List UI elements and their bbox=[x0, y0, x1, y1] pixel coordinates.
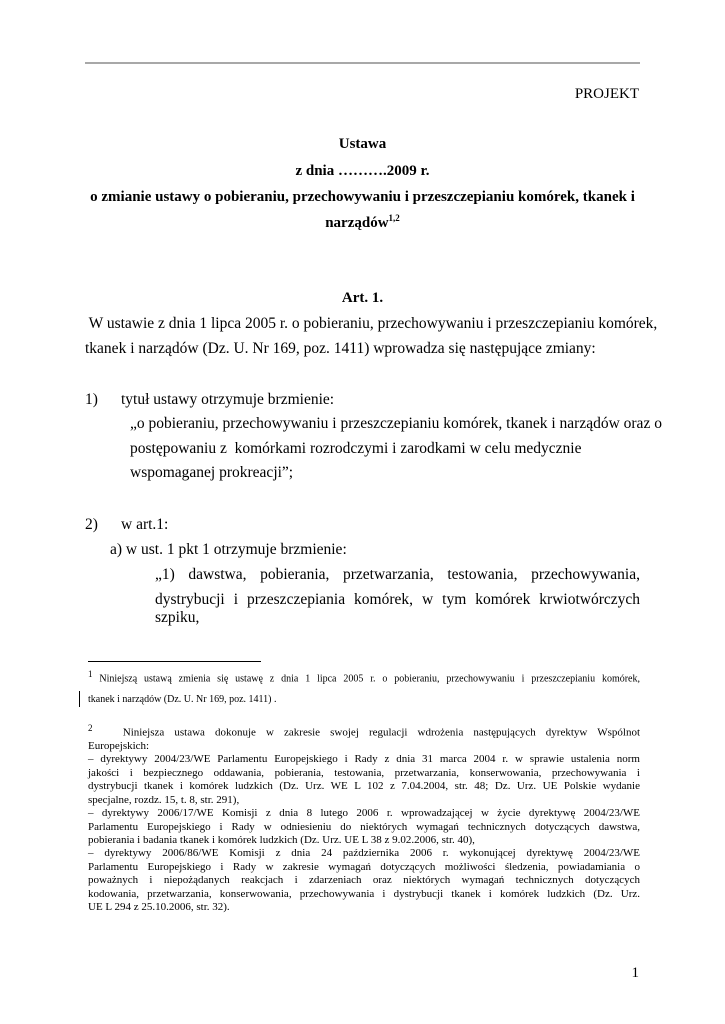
title-date: z dnia ……….2009 r. bbox=[295, 163, 430, 179]
item2a-quote-line1: „1) dawstwa, pobierania, przetwarzania, testowania, przechowywania, bbox=[155, 566, 640, 583]
footnote-2-line: Parlamentu Europejskiego i Rady w zakresie wymagań dotyczących możliwości śledzenia, powiadamiania o bbox=[88, 860, 640, 873]
footnote-2-line: jakości i bezpiecznego oddawania, pobierania, testowania, przetwarzania, konserwowania, przechowywania i bbox=[88, 766, 640, 779]
footnote-2-line: – dyrektywy 2006/17/WE Komisji z dnia 8 lutego 2006 r. wprowadzającej w życie dyrektywę 2004/23/WE bbox=[88, 807, 640, 820]
header-rule bbox=[85, 62, 640, 64]
footnote-2-line: Parlamentu Europejskiego i Rady w odniesieniu do niektórych wymagań technicznych dotyczących dawstwa, bbox=[88, 820, 640, 833]
page-number: 1 bbox=[631, 965, 639, 981]
footnote-2-line bbox=[88, 722, 640, 740]
article-intro-line2: tkanek i narządów (Dz. U. Nr 169, poz. 1411) wprowadza się następujące zmiany: bbox=[85, 340, 596, 357]
title-subject-end bbox=[85, 213, 640, 232]
item1-quote-line3: wspomaganej prokreacji”; bbox=[130, 464, 294, 481]
footnote-1-line2: tkanek i narządów (Dz. U. Nr 169, poz. 1411) . bbox=[88, 694, 277, 705]
title-subject: o zmianie ustawy o pobieraniu, przechowywaniu i przeszczepianiu komórek, tkanek i bbox=[90, 189, 635, 205]
footnote-2-line: Europejskich: bbox=[88, 740, 150, 753]
footnote-1-line1 bbox=[88, 668, 640, 686]
footnote-2-line: specjalne, rozdz. 15, t. 8, str. 291), bbox=[88, 793, 240, 806]
article-heading: Art. 1. bbox=[341, 290, 384, 306]
footnote-2-line: dystrybucji tkanek i komórek ludzkich (Dz. Urz. WE L 102 z 7.04.2004, str. 48; Dz. Urz. UE Polskie wydanie bbox=[88, 780, 640, 793]
footnote-ref: 1,2 bbox=[388, 213, 400, 223]
title-subject-word: narządów bbox=[325, 215, 389, 231]
change-bar bbox=[79, 691, 80, 707]
item1-number: 1) bbox=[85, 391, 98, 408]
footnote-2 bbox=[88, 722, 640, 914]
article-intro-line1: W ustawie z dnia 1 lipca 2005 r. o pobieraniu, przechowywaniu i przeszczepianiu komórek, bbox=[85, 315, 658, 332]
item1-text: tytuł ustawy otrzymuje brzmienie: bbox=[121, 391, 335, 408]
footnote-1-mark: 1 bbox=[88, 669, 93, 679]
item1-quote-line2: postępowaniu z komórkami rozrodczymi i zarodkami w celu medycznie bbox=[130, 440, 582, 457]
item2-text: w art.1: bbox=[121, 516, 169, 533]
item2-number: 2) bbox=[85, 516, 98, 533]
footnote-2-line: UE L 294 z 25.10.2006, str. 32). bbox=[88, 900, 230, 913]
footnote-2-line: – dyrektywy 2004/23/WE Parlamentu Europejskiego i Rady z dnia 31 marca 2004 r. w sprawie ustalenia norm bbox=[88, 753, 640, 766]
title-ustawa: Ustawa bbox=[338, 136, 387, 152]
footnote-2-line: pobierania i badania tkanek i komórek ludzkich (Dz. Urz. UE L 38 z 9.02.2006, str. 40), bbox=[88, 833, 475, 846]
footnote-2-line: poważnych i niepożądanych reakcjach i zdarzeniach oraz niektórych wymagań technicznych dotyczących bbox=[88, 874, 640, 887]
footnote-2-line: kodowania, przetwarzania, konserwowania, przechowywania i dystrybucji tkanek i komórek ludzkich (Dz. Urz. bbox=[88, 887, 640, 900]
projekt-label: PROJEKT bbox=[574, 86, 639, 102]
item1-quote-line1: „o pobieraniu, przechowywaniu i przeszczepianiu komórek, tkanek i narządów oraz o bbox=[130, 415, 662, 432]
footnote-2-line-text: Niniejsza ustawa dokonuje w zakresie swojej regulacji wdrożenia następujących dyrektyw Wspólnot bbox=[92, 726, 640, 739]
footnote-1-text: Niniejszą ustawą zmienia się ustawę z dnia 1 lipca 2005 r. o pobieraniu, przechowywaniu i przeszczepianiu komórek, bbox=[92, 673, 640, 685]
item2a-quote-line2: dystrybucji i przeszczepiania komórek, w tym komórek krwiotwórczych szpiku, bbox=[155, 591, 640, 626]
item2a-text: a) w ust. 1 pkt 1 otrzymuje brzmienie: bbox=[110, 541, 347, 558]
footnote-separator bbox=[88, 661, 261, 662]
footnote-2-line: – dyrektywy 2006/86/WE Komisji z dnia 24 października 2006 r. wykonującej dyrektywę 2004/23/WE bbox=[88, 847, 640, 860]
footnote-2-mark: 2 bbox=[88, 723, 93, 733]
